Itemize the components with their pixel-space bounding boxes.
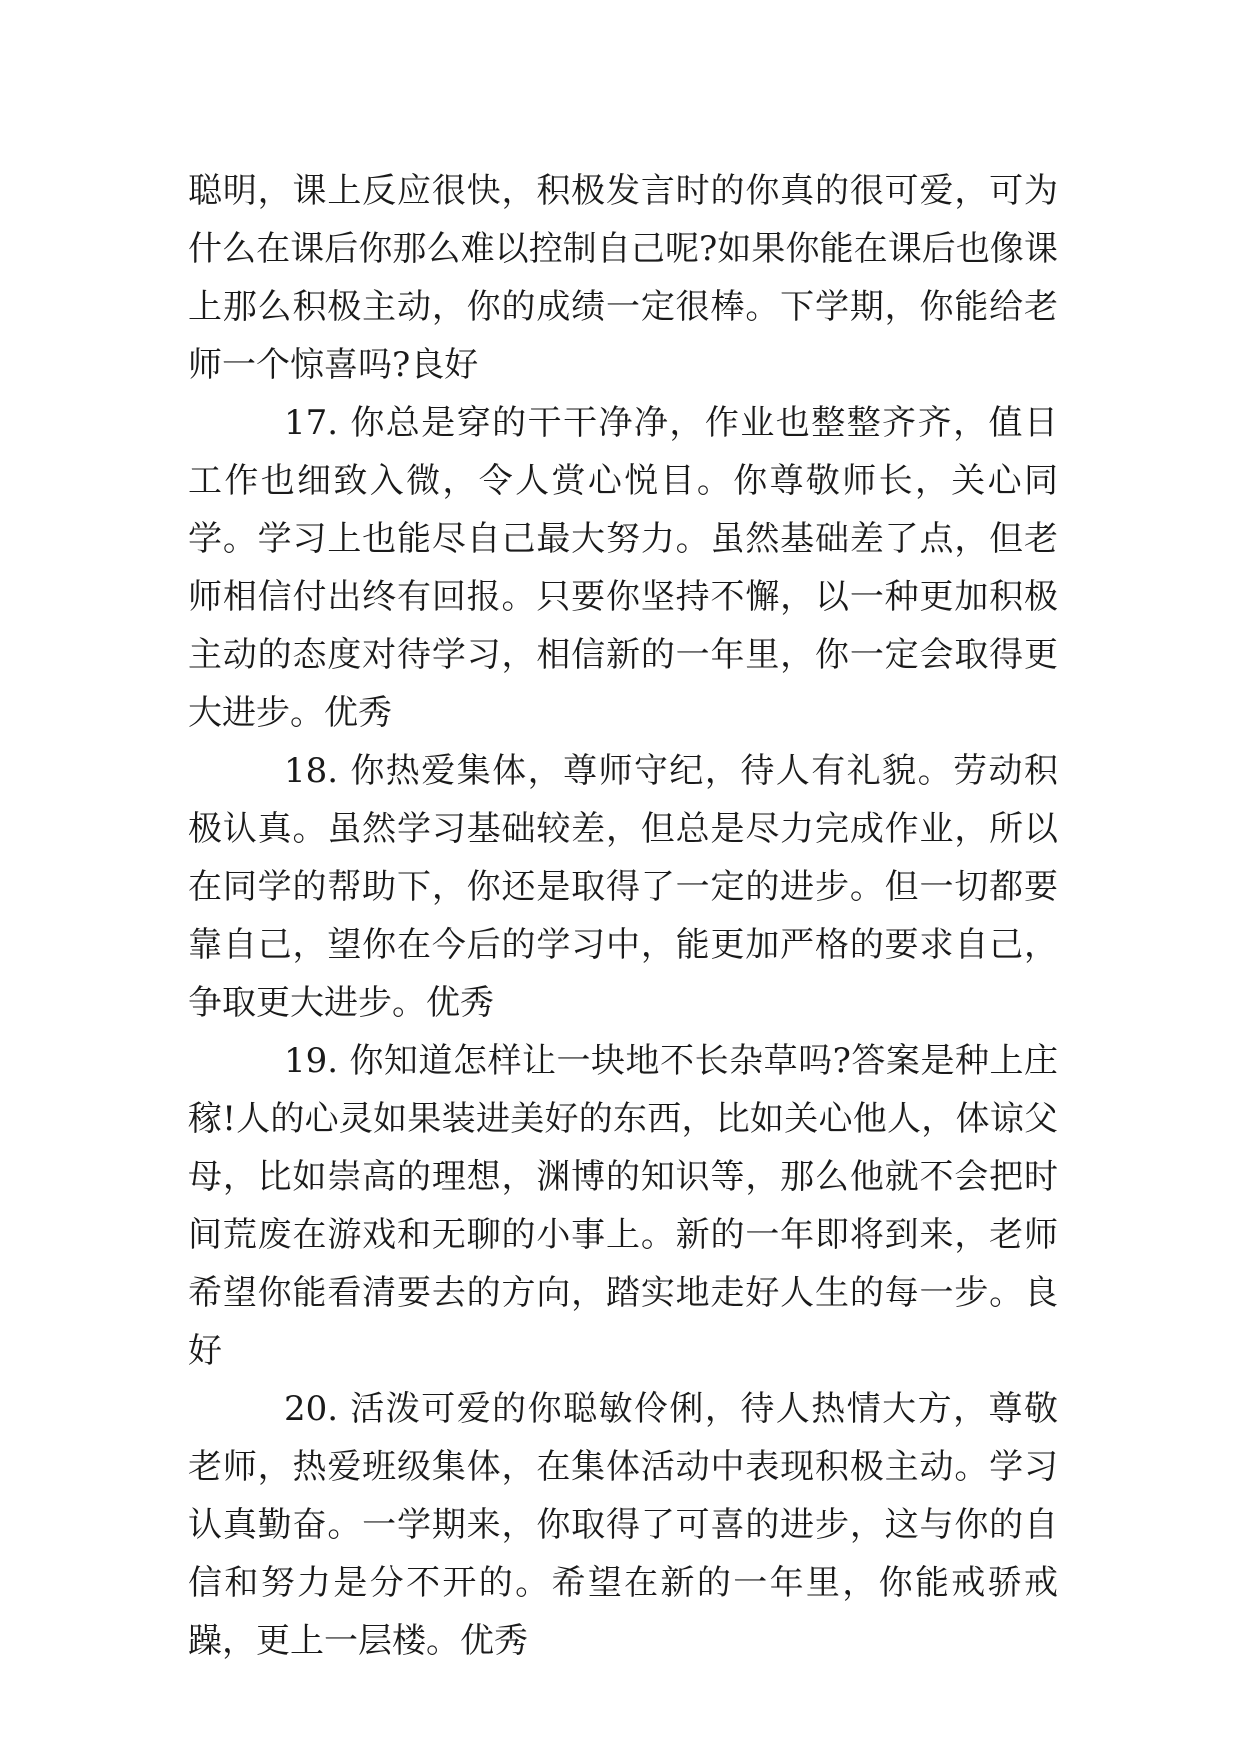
paragraph-comment-20: 20. 活泼可爱的你聪敏伶俐，待人热情大方，尊敬老师，热爱班级集体，在集体活动中表现积极主动。学习认真勤奋。一学期来，你取得了可喜的进步，这与你的自信和努力是分不开的。希望在新的一年里，你能戒骄戒躁，更上一层楼。优秀 [188,1389,1058,1661]
paragraph-comment-18: 18. 你热爱集体，尊师守纪，待人有礼貌。劳动积极认真。虽然学习基础较差，但总是尽力完成作业，所以在同学的帮助下，你还是取得了一定的进步。但一切都要靠自己，望你在今后的学习中，能更加严格的要求自己，争取更大进步。优秀 [188,751,1058,1023]
paragraph-comment-17: 17. 你总是穿的干干净净，作业也整整齐齐，值日工作也细致入微，令人赏心悦目。你尊敬师长，关心同学。学习上也能尽自己最大努力。虽然基础差了点，但老师相信付出终有回报。只要你坚持不懈，以一种更加积极主动的态度对待学习，相信新的一年里，你一定会取得更大进步。优秀 [188,403,1058,733]
paragraph-continued: 聪明，课上反应很快，积极发言时的你真的很可爱，可为什么在课后你那么难以控制自己呢?如果你能在课后也像课上那么积极主动，你的成绩一定很棒。下学期，你能给老师一个惊喜吗?良好 [188,171,1058,385]
paragraph-comment-19: 19. 你知道怎样让一块地不长杂草吗?答案是种上庄稼!人的心灵如果装进美好的东西，比如关心他人，体谅父母，比如崇高的理想，渊博的知识等，那么他就不会把时间荒废在游戏和无聊的小事上。新的一年即将到来，老师希望你能看清要去的方向，踏实地走好人生的每一步。良好 [188,1041,1058,1371]
document-body [188,162,1058,1670]
